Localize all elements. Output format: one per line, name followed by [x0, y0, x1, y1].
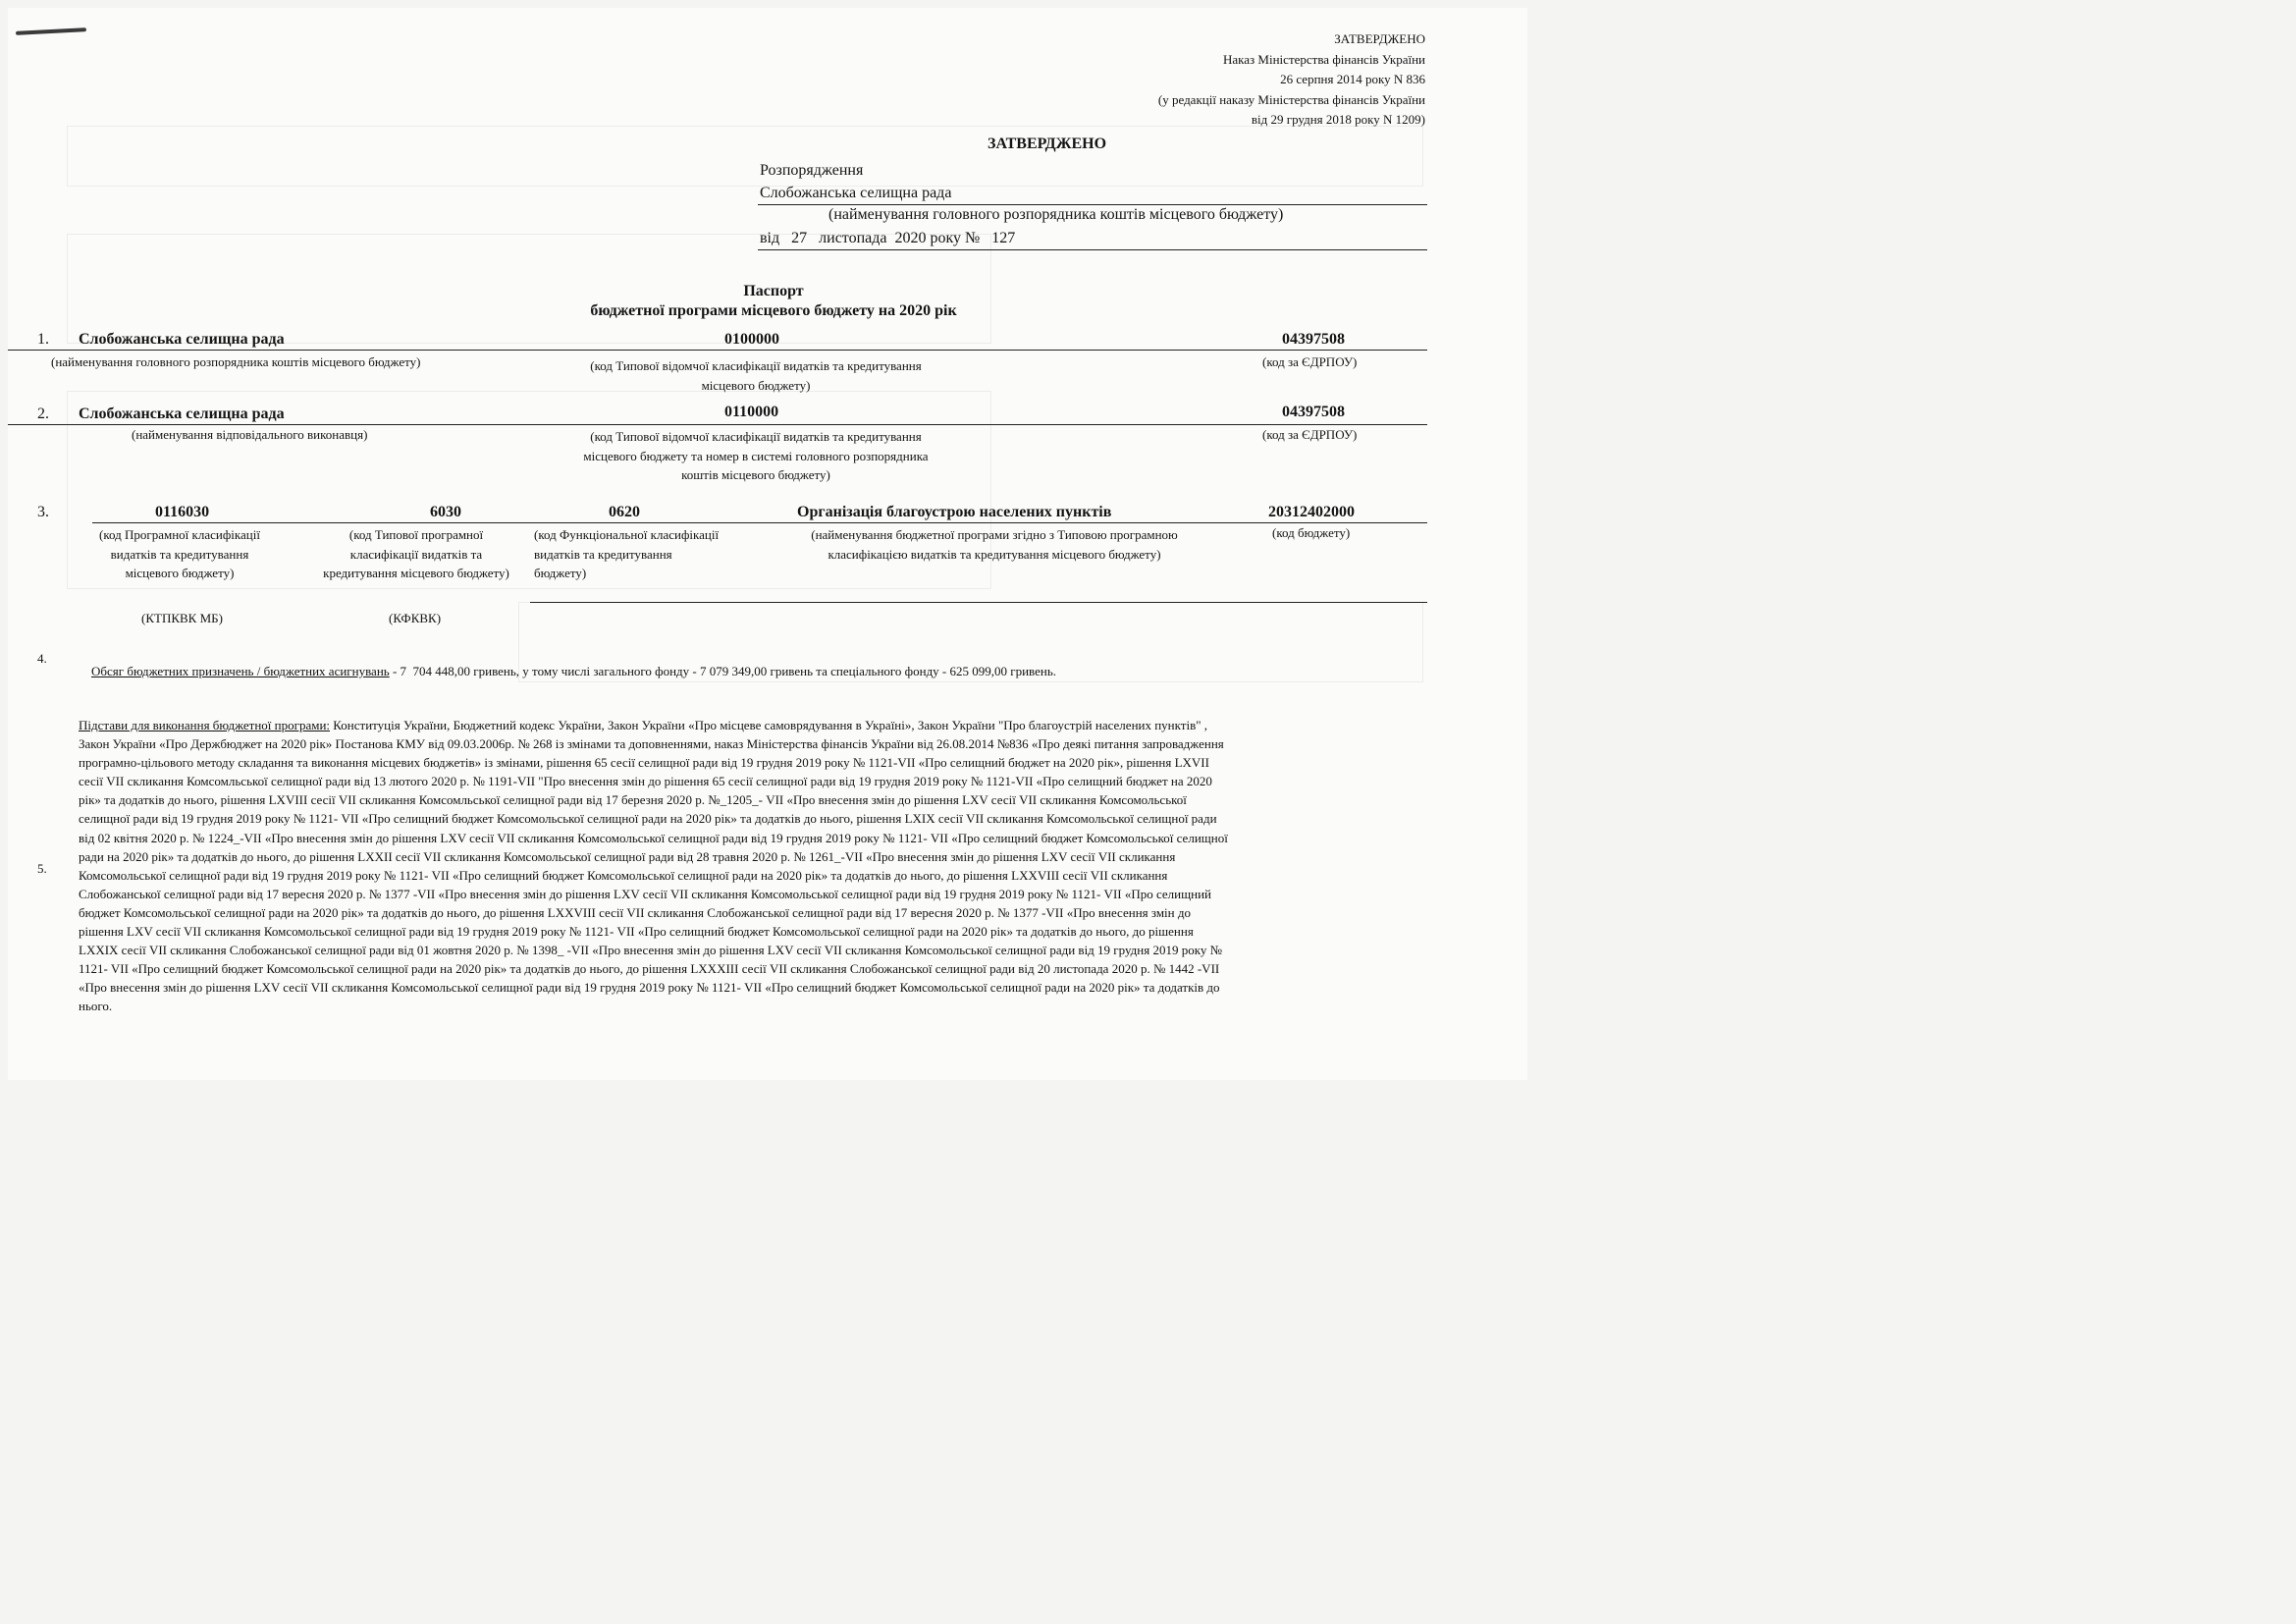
passport-title: Паспорт — [743, 283, 804, 299]
divider — [8, 424, 1427, 425]
row5-line: Підстави для виконання бюджетної програми: Конституція України, Бюджетний кодекс України, Закон України «Про місцеве самоврядування в Україні», Закон України "Про благоустрій населених пунктів" , — [79, 718, 1208, 732]
row-number: 3. — [37, 504, 49, 520]
row1-caption-name: (найменування головного розпорядника коштів місцевого бюджету) — [51, 354, 421, 369]
row5-line: програмно-цільового методу складання та виконання місцевих бюджетів» із змінами, рішення 65 сесії селищної ради від 19 грудня 2019 року № 1121-VII «Про селищний бюджет на 2020 рік», рішення LXVII — [79, 755, 1209, 771]
row3-code-functional: 0620 — [609, 504, 640, 520]
row5-line: ради на 2020 рік» та додатків до нього, до рішення LXXII сесії VII скликання Комсомольської селищної ради від 28 травня 2020 р. № 1261_-VII «Про внесення змін до рішення LXV сесії VII скликання — [79, 848, 1176, 864]
row1-name: Слобожанська селищна рада — [79, 331, 285, 348]
row3-caption-functional: (код Функціональної класифікації видатків та кредитування бюджету) — [534, 527, 720, 580]
divider — [758, 204, 1427, 205]
divider — [758, 249, 1427, 250]
row5-basis — [79, 716, 1438, 1016]
row1-code: 0100000 — [724, 331, 779, 348]
row3-budget-code: 20312402000 — [1268, 504, 1355, 520]
order-number: 127 — [991, 230, 1016, 246]
row3-abbr-typical: (КФКВК) — [389, 611, 442, 625]
row5-line: LXXIX сесії VII скликання Слобожанської селищної ради від 01 жовтня 2020 р. № 1398_ -VII «Про внесення змін до рішення LXV сесії VII скликання Комсомольської селищної ради від 19 грудня 2019 року № — [79, 943, 1222, 958]
divider — [8, 350, 1427, 351]
row5-line: Закон України «Про Держбюджет на 2020 рік» Постанова КМУ від 09.03.2006р. № 268 із змінами та доповненнями, наказ Міністерства фінансів України від 26.08.2014 №836 «Про деякі питання запровадження — [79, 736, 1224, 752]
header-approval-line: Наказ Міністерства фінансів України — [1223, 51, 1425, 67]
row2-edrpou: 04397508 — [1282, 404, 1345, 420]
row5-line: «Про внесення змін до рішення LXV сесії VII скликання Комсомольської селищної ради від 19 грудня 2019 року № 1121- VII «Про селищний бюджет Комсомольської селищної ради на 2020 рік» та додатків до — [79, 980, 1220, 996]
approval-doc-type: Розпорядження — [760, 162, 864, 179]
header-approval-line: від 29 грудня 2018 року N 1209) — [1251, 112, 1425, 127]
row5-line: від 02 квітня 2020 р. № 1224_-VII «Про внесення змін до рішення LXV сесії VII скликання Комсомольської селищної ради від 19 грудня 2019 року № 1121- VII «Про селищний бюджет Комсомольської селищної — [79, 830, 1228, 845]
row5-label: Підстави для виконання бюджетної програми: — [79, 718, 331, 732]
approval-title: ЗАТВЕРДЖЕНО — [988, 135, 1107, 152]
row3-program-name: Організація благоустрою населених пунктів — [797, 504, 1112, 520]
row5-line: сесії VII скликання Комсомльської селищної ради від 13 лютого 2020 р. № 1191-VII "Про внесення змін до рішення 65 сесії селищної ради від 19 грудня 2019 року № 1121-VII «Про селищний бюджет на 2020 — [79, 774, 1212, 789]
row-number: 1. — [37, 331, 49, 348]
date-prefix: від — [760, 230, 780, 246]
header-approval-title: ЗАТВЕРДЖЕНО — [1334, 31, 1425, 46]
row5-line: нього. — [79, 999, 113, 1014]
row2-name: Слобожанська селищна рада — [79, 406, 285, 422]
row3-abbr-program: (КТПКВК МБ) — [141, 611, 223, 625]
bleed-through-box — [67, 126, 1423, 187]
row4-amounts: - 7 704 448,00 гривень, у тому числі загального фонду - 7 079 349,00 гривень та спеціального фонду - 625 099,00 гривень. — [389, 664, 1057, 678]
pen-mark — [16, 27, 86, 35]
divider — [92, 522, 1427, 523]
date-month: листопада — [819, 230, 887, 246]
header-approval-line: 26 серпня 2014 року N 836 — [1280, 72, 1425, 86]
row3-caption-budget: (код бюджету) — [1272, 525, 1351, 540]
passport-subtitle: бюджетної програми місцевого бюджету на 2020 рік — [590, 302, 957, 319]
date-day: 27 — [791, 230, 808, 246]
row5-line: рішення LXV сесії VII скликання Комсомольської селищної ради від 19 грудня 2019 року № 1121- VII «Про селищний бюджет Комсомольської селищної ради на 2020 рік» та додатків до нього, до рішення — [79, 924, 1194, 940]
row2-code: 0110000 — [724, 404, 779, 420]
row5-line: Комсомольської селищної ради від 19 грудня 2019 року № 1121- VII «Про селищний бюджет Комсомольської селищної ради на 2020 рік» та додатків до нього, до рішення LXXVIII сесії VII скликання — [79, 867, 1168, 883]
row2-caption-edrpou: (код за ЄДРПОУ) — [1262, 427, 1358, 442]
approval-date — [760, 230, 1015, 247]
row2-caption-code: (код Типової відомчої класифікації видатків та кредитування місцевого бюджету та номер в системі головного розпорядника коштів місцевого бюджету) — [583, 429, 929, 482]
date-year: 2020 року № — [894, 230, 981, 246]
row2-caption-name: (найменування відповідального виконавця) — [132, 427, 368, 442]
row-number: 2. — [37, 406, 49, 422]
row4-text — [79, 648, 1056, 695]
header-approval — [1158, 29, 1425, 131]
row3-caption-typical: (код Типової програмної класифікації видатків та кредитування місцевого бюджету) — [323, 527, 509, 580]
row1-caption-code: (код Типової відомчої класифікації видатків та кредитування місцевого бюджету) — [590, 358, 922, 393]
row1-edrpou: 04397508 — [1282, 331, 1345, 348]
approval-org-name: Слобожанська селищна рада — [760, 185, 952, 201]
row3-code-program: 0116030 — [155, 504, 210, 520]
row5-line: Слобожанської селищної ради від 17 вересня 2020 р. № 1377 -VII «Про внесення змін до рішення LXV сесії VII скликання Комсомольської селищної ради від 19 грудня 2019 року № 1121- VII «Про селищний — [79, 886, 1212, 901]
row-number: 5. — [37, 861, 47, 876]
row4-label: Обсяг бюджетних призначень / бюджетних асигнувань — [91, 664, 390, 678]
header-approval-line: (у редакції наказу Міністерства фінансів України — [1157, 91, 1425, 107]
row5-line: селищної ради від 19 грудня 2019 року № 1121- VII «Про селищний бюджет Комсомольської селищної ради на 2020 рік» та додатків до нього, рішення LXIX сесії VII скликання Комсомольської селищної ради — [79, 811, 1217, 827]
row3-code-typical: 6030 — [430, 504, 461, 520]
row-number: 4. — [37, 651, 47, 666]
document-page — [8, 8, 1527, 1080]
row5-line: 1121- VII «Про селищний бюджет Комсомольської селищної ради на 2020 рік» та додатків до нього, до рішення LXXXIII сесії VII скликання Слобожанської селищної ради від 20 листопада 2020 р. № 1442 -VII — [79, 961, 1220, 977]
row3-caption-program: (код Програмної класифікації видатків та кредитування місцевого бюджету) — [99, 527, 260, 580]
divider — [530, 602, 1427, 603]
row3-caption-program-name: (найменування бюджетної програми згідно з Типовою програмною класифікацією видатків та кредитування місцевого бюджету) — [811, 527, 1178, 562]
row5-line: рік» та додатків до нього, рішення LXVIII сесії VII скликання Комсомльської селищної ради від 17 березня 2020 р. №_1205_- VII «Про внесення змін до рішення LXV сесії VII скликання Комсомольської — [79, 792, 1187, 808]
approval-org-caption: (найменування головного розпорядника коштів місцевого бюджету) — [828, 206, 1284, 223]
row5-line: бюджет Комсомольської селищної ради на 2020 рік» та додатків до нього, до рішення LXXVIII сесії VII скликання Слобожанської селищної ради від 17 вересня 2020 р. № 1377 -VII «Про внесення змін до — [79, 904, 1191, 920]
row1-caption-edrpou: (код за ЄДРПОУ) — [1262, 354, 1358, 369]
